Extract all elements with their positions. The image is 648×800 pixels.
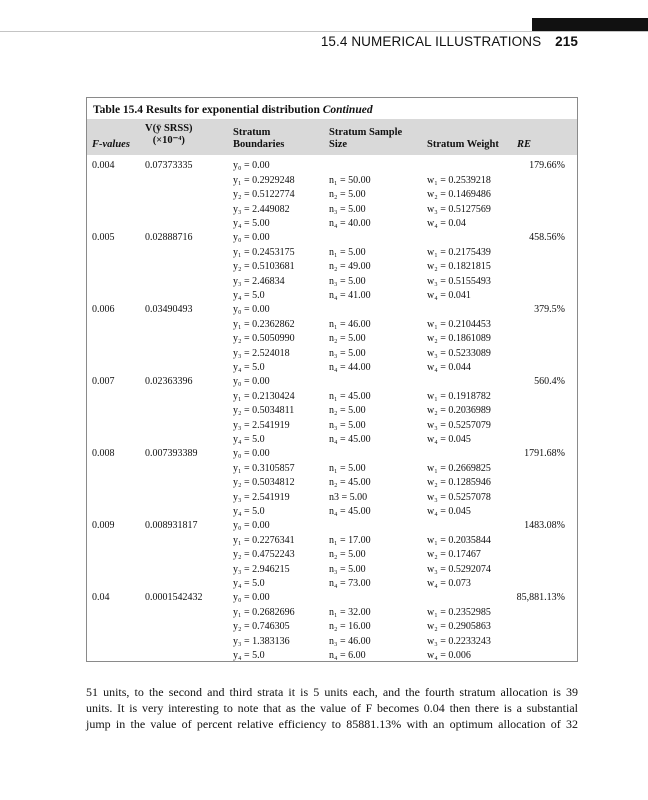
weight-cell-line: w₂ = 0.1469486 xyxy=(427,189,491,200)
sample-size-cell-line: n₄ = 73.00 xyxy=(329,578,371,589)
sample-size-cell-line: n₄ = 6.00 xyxy=(329,650,366,661)
header-f-values: F-values xyxy=(92,139,130,150)
sample-size-cell-line: n₂ = 45.00 xyxy=(329,477,371,488)
table-body xyxy=(87,159,577,661)
sample-size-cell-line: n₄ = 40.00 xyxy=(329,218,371,229)
re-cell: 1791.68% xyxy=(524,448,565,459)
re-cell: 85,881.13% xyxy=(516,592,565,603)
re-cell: 560.4% xyxy=(534,376,565,387)
boundaries-cell-line: y₀ = 0.00 xyxy=(233,376,270,387)
sample-size-cell xyxy=(329,606,371,664)
header-sample-size-line1: Stratum Sample xyxy=(329,127,403,138)
boundaries-cell-line: y₁ = 0.2929248 xyxy=(233,174,295,186)
sample-size-cell-line: n₄ = 45.00 xyxy=(329,434,371,445)
sample-size-cell-line: n₂ = 5.00 xyxy=(329,549,366,560)
table-header xyxy=(87,119,577,155)
boundaries-cell-line: y₃ = 2.524018 xyxy=(233,347,290,359)
sample-size-cell-line: n₁ = 32.00 xyxy=(329,606,371,618)
page-number: 215 xyxy=(555,34,578,49)
header-sample-size-line2: Size xyxy=(329,139,348,150)
boundaries-cell xyxy=(233,231,295,304)
boundaries-cell-line: y₂ = 0.5050990 xyxy=(233,333,295,344)
weight-cell-line: w₂ = 0.1821815 xyxy=(427,261,491,272)
weight-cell-line: w₃ = 0.5292074 xyxy=(427,563,491,575)
boundaries-cell-line: y₃ = 2.46834 xyxy=(233,275,285,287)
weight-cell xyxy=(427,534,491,592)
weight-cell xyxy=(427,390,491,448)
boundaries-cell-line: y₀ = 0.00 xyxy=(233,232,270,243)
boundaries-cell-line: y₀ = 0.00 xyxy=(233,304,270,315)
boundaries-cell-line: y₄ = 5.0 xyxy=(233,650,265,661)
weight-cell-line: w₁ = 0.2352985 xyxy=(427,606,491,618)
variance-cell: 0.02888716 xyxy=(145,232,193,243)
f-value-cell: 0.008 xyxy=(92,448,115,459)
sample-size-cell-line: n₁ = 5.00 xyxy=(329,462,366,474)
weight-cell-line: w₄ = 0.044 xyxy=(427,362,471,373)
sample-size-cell-line: n₂ = 5.00 xyxy=(329,189,366,200)
boundaries-cell-line: y₀ = 0.00 xyxy=(233,160,270,171)
boundaries-cell-line: y₁ = 0.2130424 xyxy=(233,390,295,402)
variance-cell: 0.0001542432 xyxy=(145,592,203,603)
variance-cell: 0.07373335 xyxy=(145,160,193,171)
sample-size-cell-line: n3 = 5.00 xyxy=(329,491,368,503)
boundaries-cell-line: y₃ = 2.541919 xyxy=(233,491,290,503)
table-row xyxy=(87,591,577,661)
weight-cell-line: w₂ = 0.1861089 xyxy=(427,333,491,344)
header-boundaries xyxy=(233,127,284,151)
re-cell: 458.56% xyxy=(529,232,565,243)
boundaries-cell-line: y₃ = 2.946215 xyxy=(233,563,290,575)
boundaries-cell-line: y₀ = 0.00 xyxy=(233,520,270,531)
re-cell: 379.5% xyxy=(534,304,565,315)
sample-size-cell-line: n₁ = 5.00 xyxy=(329,246,366,258)
sample-size-cell-line: n₃ = 5.00 xyxy=(329,275,366,287)
sample-size-cell xyxy=(329,246,371,304)
boundaries-cell xyxy=(233,591,295,664)
boundaries-cell xyxy=(233,375,295,448)
sample-size-cell-line: n₁ = 46.00 xyxy=(329,318,371,330)
boundaries-cell xyxy=(233,447,295,520)
boundaries-cell-line: y₂ = 0.4752243 xyxy=(233,549,295,560)
table-row xyxy=(87,519,577,591)
re-cell: 179.66% xyxy=(529,160,565,171)
weight-cell xyxy=(427,318,491,376)
weight-cell-line: w₄ = 0.073 xyxy=(427,578,471,589)
boundaries-cell-line: y₁ = 0.2362862 xyxy=(233,318,295,330)
header-rule xyxy=(0,31,648,32)
sample-size-cell-line: n₃ = 5.00 xyxy=(329,347,366,359)
boundaries-cell-line: y₄ = 5.0 xyxy=(233,506,265,517)
weight-cell-line: w₃ = 0.5127569 xyxy=(427,203,491,215)
sample-size-cell-line: n₄ = 44.00 xyxy=(329,362,371,373)
header-boundaries-line1: Stratum xyxy=(233,127,271,138)
weight-cell-line: w₃ = 0.2233243 xyxy=(427,635,491,647)
sample-size-cell-line: n₂ = 49.00 xyxy=(329,261,371,272)
weight-cell-line: w₁ = 0.2104453 xyxy=(427,318,491,330)
weight-cell-line: w₂ = 0.2905863 xyxy=(427,621,491,632)
weight-cell-line: w₄ = 0.006 xyxy=(427,650,471,661)
body-line: units. It is very interesting to note that as the value of F becomes 0.04 then there is a substantial xyxy=(86,701,578,715)
f-value-cell: 0.005 xyxy=(92,232,115,243)
boundaries-cell-line: y₄ = 5.0 xyxy=(233,362,265,373)
variance-cell: 0.03490493 xyxy=(145,304,193,315)
weight-cell-line: w₄ = 0.04 xyxy=(427,218,466,229)
boundaries-cell xyxy=(233,159,295,232)
header-sample-size xyxy=(329,127,402,151)
sample-size-cell-line: n₃ = 46.00 xyxy=(329,635,371,647)
boundaries-cell-line: y₃ = 1.383136 xyxy=(233,635,290,647)
f-value-cell: 0.004 xyxy=(92,160,115,171)
weight-cell-line: w₃ = 0.5257079 xyxy=(427,419,491,431)
sample-size-cell-line: n₂ = 5.00 xyxy=(329,333,366,344)
sample-size-cell xyxy=(329,534,371,592)
boundaries-cell-line: y₁ = 0.2276341 xyxy=(233,534,295,546)
weight-cell-line: w₄ = 0.045 xyxy=(427,506,471,517)
sample-size-cell-line: n₃ = 5.00 xyxy=(329,563,366,575)
sample-size-cell xyxy=(329,462,371,520)
boundaries-cell-line: y₁ = 0.2682696 xyxy=(233,606,295,618)
running-head xyxy=(321,34,578,49)
weight-cell-line: w₁ = 0.2539218 xyxy=(427,174,491,186)
boundaries-cell-line: y₂ = 0.5034811 xyxy=(233,405,295,416)
boundaries-cell-line: y₃ = 2.449082 xyxy=(233,203,290,215)
header-variance xyxy=(145,123,193,147)
boundaries-cell-line: y₂ = 0.746305 xyxy=(233,621,290,632)
variance-cell: 0.007393389 xyxy=(145,448,198,459)
table-row xyxy=(87,447,577,519)
weight-cell xyxy=(427,606,491,664)
header-weight: Stratum Weight xyxy=(427,139,499,150)
table-row xyxy=(87,159,577,231)
boundaries-cell-line: y₃ = 2.541919 xyxy=(233,419,290,431)
boundaries-cell xyxy=(233,303,295,376)
boundaries-cell-line: y₁ = 0.2453175 xyxy=(233,246,295,258)
sample-size-cell-line: n₃ = 5.00 xyxy=(329,203,366,215)
weight-cell-line: w₁ = 0.2035844 xyxy=(427,534,491,546)
boundaries-cell-line: y₂ = 0.5103681 xyxy=(233,261,295,272)
weight-cell-line: w₂ = 0.2036989 xyxy=(427,405,491,416)
boundaries-cell-line: y₂ = 0.5034812 xyxy=(233,477,295,488)
table-caption xyxy=(93,104,373,116)
sample-size-cell-line: n₃ = 5.00 xyxy=(329,419,366,431)
table-caption-continued: Continued xyxy=(322,104,373,116)
body-line: 51 units, to the second and third strata it is 5 units each, and the fourth stratum allocation is 39 xyxy=(86,685,578,699)
f-value-cell: 0.04 xyxy=(92,592,110,603)
boundaries-cell-line: y₀ = 0.00 xyxy=(233,448,270,459)
body-paragraph xyxy=(86,684,578,732)
sample-size-cell-line: n₂ = 5.00 xyxy=(329,405,366,416)
header-boundaries-line2: Boundaries xyxy=(233,139,285,150)
boundaries-cell-line: y₁ = 0.3105857 xyxy=(233,462,295,474)
sample-size-cell-line: n₁ = 45.00 xyxy=(329,390,371,402)
weight-cell-line: w₁ = 0.2175439 xyxy=(427,246,491,258)
boundaries-cell-line: y₀ = 0.00 xyxy=(233,592,270,603)
weight-cell-line: w₃ = 0.5233089 xyxy=(427,347,491,359)
header-variance-line2: (×10⁻⁴) xyxy=(152,135,185,146)
weight-cell-line: w₄ = 0.041 xyxy=(427,290,471,301)
boundaries-cell-line: y₄ = 5.0 xyxy=(233,290,265,301)
f-value-cell: 0.007 xyxy=(92,376,115,387)
sample-size-cell xyxy=(329,174,371,232)
sample-size-cell xyxy=(329,390,371,448)
boundaries-cell xyxy=(233,519,295,592)
weight-cell-line: w₁ = 0.1918782 xyxy=(427,390,491,402)
boundaries-cell-line: y₂ = 0.5122774 xyxy=(233,189,295,200)
header-variance-line1: V(ȳ SRSS) xyxy=(145,123,193,134)
weight-cell-line: w₂ = 0.1285946 xyxy=(427,477,491,488)
sample-size-cell-line: n₁ = 17.00 xyxy=(329,534,371,546)
table-row xyxy=(87,303,577,375)
weight-cell-line: w₁ = 0.2669825 xyxy=(427,462,491,474)
table-row xyxy=(87,375,577,447)
re-cell: 1483.08% xyxy=(524,520,565,531)
weight-cell xyxy=(427,174,491,232)
results-table xyxy=(86,97,578,662)
weight-cell xyxy=(427,462,491,520)
weight-cell-line: w₂ = 0.17467 xyxy=(427,549,481,560)
variance-cell: 0.008931817 xyxy=(145,520,198,531)
sample-size-cell-line: n₄ = 41.00 xyxy=(329,290,371,301)
weight-cell xyxy=(427,246,491,304)
table-row xyxy=(87,231,577,303)
variance-cell: 0.02363396 xyxy=(145,376,193,387)
header-re: RE xyxy=(517,139,532,150)
weight-cell-line: w₄ = 0.045 xyxy=(427,434,471,445)
table-caption-label: Table 15.4 Results for exponential distribution xyxy=(93,104,320,116)
weight-cell-line: w₃ = 0.5155493 xyxy=(427,275,491,287)
boundaries-cell-line: y₄ = 5.00 xyxy=(233,218,270,229)
boundaries-cell-line: y₄ = 5.0 xyxy=(233,578,265,589)
weight-cell-line: w₃ = 0.5257078 xyxy=(427,491,491,503)
sample-size-cell xyxy=(329,318,371,376)
sample-size-cell-line: n₁ = 50.00 xyxy=(329,174,371,186)
sample-size-cell-line: n₂ = 16.00 xyxy=(329,621,371,632)
body-line: jump in the value of percent relative efficiency to 85881.13% with an optimum allocation of 32 xyxy=(86,717,578,731)
f-value-cell: 0.006 xyxy=(92,304,115,315)
sample-size-cell-line: n₄ = 45.00 xyxy=(329,506,371,517)
f-value-cell: 0.009 xyxy=(92,520,115,531)
header-accent-bar xyxy=(532,18,648,32)
boundaries-cell-line: y₄ = 5.0 xyxy=(233,434,265,445)
section-title: 15.4 NUMERICAL ILLUSTRATIONS xyxy=(320,34,542,49)
